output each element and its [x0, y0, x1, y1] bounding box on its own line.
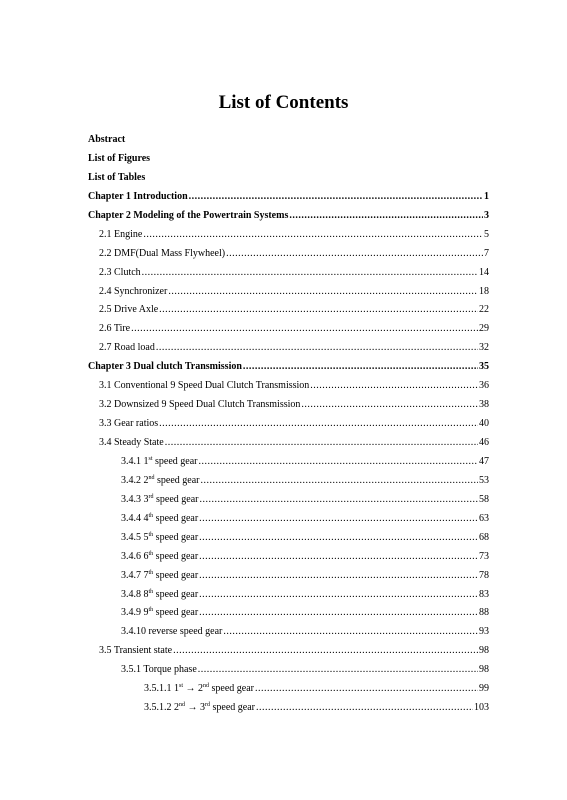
dot-leader: [131, 320, 478, 339]
toc-page-number: 32: [479, 342, 489, 354]
dot-leader: [199, 586, 478, 605]
toc-entry-label: 2.1 Engine: [99, 228, 143, 240]
toc-page-number: 22: [479, 304, 489, 316]
dot-leader: [199, 510, 478, 529]
toc-page-number: 58: [479, 493, 489, 505]
toc-entry[interactable]: [88, 699, 489, 718]
toc-page-number: 73: [479, 550, 489, 562]
toc-entry-label: Chapter 1 Introduction: [88, 190, 188, 202]
dot-leader: [143, 226, 483, 245]
toc-entry[interactable]: [88, 283, 489, 302]
toc-page-number: 7: [484, 247, 489, 259]
toc-entry-label: 3.3 Gear ratios: [99, 418, 159, 430]
toc-entry[interactable]: [88, 453, 489, 472]
toc-entry-label: 3.4.3 3rd speed gear: [121, 493, 199, 505]
dot-leader: [199, 529, 478, 548]
toc-entry-label: 3.4.7 7th speed gear: [121, 569, 199, 581]
dot-leader: [200, 472, 478, 491]
toc-page-number: 98: [479, 664, 489, 676]
toc-page-number: 38: [479, 399, 489, 411]
dot-leader: [199, 491, 478, 510]
toc-entry[interactable]: [88, 226, 489, 245]
toc-entry[interactable]: [88, 548, 489, 567]
toc-entry[interactable]: [88, 131, 489, 150]
toc-entry[interactable]: [88, 358, 489, 377]
toc-entry[interactable]: [88, 264, 489, 283]
dot-leader: [255, 680, 478, 699]
toc-entry[interactable]: [88, 661, 489, 680]
toc-entry[interactable]: [88, 207, 489, 226]
toc-entry-label: 3.5 Transient state: [99, 645, 173, 657]
toc-entry-label: 3.4.10 reverse speed gear: [121, 626, 223, 638]
dot-leader: [289, 207, 483, 226]
dot-leader: [156, 339, 478, 358]
dot-leader: [159, 301, 478, 320]
toc-entry-label: 3.2 Downsized 9 Speed Dual Clutch Transmission: [99, 399, 301, 411]
toc-page-number: 63: [479, 512, 489, 524]
toc-page-number: 83: [479, 588, 489, 600]
toc-entry-label: 2.4 Synchronizer: [99, 285, 168, 297]
toc-entry[interactable]: [88, 150, 489, 169]
toc-entry-label: List of Figures: [88, 152, 151, 164]
dot-leader: [310, 377, 478, 396]
toc-page-number: 35: [479, 361, 489, 373]
toc-entry-label: 3.1 Conventional 9 Speed Dual Clutch Transmission: [99, 380, 310, 392]
toc-page-number: 5: [484, 228, 489, 240]
toc-entry-label: 3.4.6 6th speed gear: [121, 550, 199, 562]
toc-entry[interactable]: [88, 529, 489, 548]
toc-entry-label: 3.5.1.2 2nd → 3rd speed gear: [144, 702, 255, 714]
dot-leader: [199, 453, 479, 472]
toc-page-number: 78: [479, 569, 489, 581]
toc-page-number: 3: [484, 209, 489, 221]
toc-entry[interactable]: [88, 339, 489, 358]
toc-page-number: 14: [479, 266, 489, 278]
dot-leader: [189, 188, 483, 207]
toc-entry[interactable]: [88, 320, 489, 339]
toc-entry[interactable]: [88, 377, 489, 396]
toc-entry-label: 3.5.1.1 1st → 2nd speed gear: [144, 683, 254, 695]
page-title: List of Contents: [218, 92, 349, 113]
dot-leader: [223, 623, 478, 642]
toc-entry-label: 2.3 Clutch: [99, 266, 141, 278]
dot-leader: [226, 245, 483, 264]
toc-entry[interactable]: [88, 472, 489, 491]
toc-page-number: 47: [479, 455, 489, 467]
toc-page-number: 18: [479, 285, 489, 297]
toc-entry-label: 2.7 Road load: [99, 342, 155, 354]
toc-entry-label: Chapter 3 Dual clutch Transmission: [88, 361, 242, 373]
toc-page-number: 68: [479, 531, 489, 543]
toc-entry-label: 3.5.1 Torque phase: [121, 664, 197, 676]
dot-leader: [199, 567, 478, 586]
toc-entry[interactable]: [88, 680, 489, 699]
toc-entry-label: 3.4 Steady State: [99, 437, 164, 448]
toc-page-number: 99: [479, 683, 489, 695]
toc-entry-label: 3.4.2 2nd speed gear: [121, 474, 200, 486]
dot-leader: [173, 642, 478, 661]
toc-entry-label: 3.4.9 9th speed gear: [121, 607, 199, 619]
toc-entry[interactable]: [88, 623, 489, 642]
toc-entry[interactable]: [88, 396, 489, 415]
dot-leader: [243, 358, 478, 377]
toc-entry-label: 3.4.4 4th speed gear: [121, 512, 199, 524]
toc-entry-label: 2.5 Drive Axle: [99, 304, 159, 316]
toc-page-number: 93: [479, 626, 489, 638]
toc-entry[interactable]: [88, 510, 489, 529]
toc-page-number: 1: [484, 190, 489, 202]
dot-leader: [165, 434, 478, 453]
toc-page-number: 53: [479, 474, 489, 486]
toc-page-number: 29: [479, 323, 489, 335]
toc-entry[interactable]: [88, 567, 489, 586]
toc-entry[interactable]: [88, 434, 489, 453]
toc-page-number: 36: [479, 380, 489, 392]
dot-leader: [199, 548, 478, 567]
dot-leader: [142, 264, 478, 283]
dot-leader: [301, 396, 478, 415]
toc-entry[interactable]: [88, 301, 489, 320]
toc-entry[interactable]: [88, 188, 489, 207]
dot-leader: [256, 699, 473, 718]
toc-entry-label: 3.4.8 8th speed gear: [121, 588, 199, 600]
toc-entry[interactable]: [88, 586, 489, 605]
dot-leader: [198, 661, 478, 680]
toc-entry-label: Chapter 2 Modeling of the Powertrain Systems: [88, 209, 289, 221]
toc-entry[interactable]: [88, 491, 489, 510]
toc-entry[interactable]: [88, 642, 489, 661]
toc-page-number: 103: [474, 702, 489, 714]
toc-entry[interactable]: [88, 245, 489, 264]
toc-entry[interactable]: [88, 415, 489, 434]
toc-entry-label: List of Tables: [88, 171, 146, 183]
dot-leader: [199, 604, 478, 623]
toc-page-number: 46: [479, 437, 489, 448]
toc-page-number: 98: [479, 645, 489, 657]
toc-page-number: 88: [479, 607, 489, 619]
toc-entry-label: 3.4.1 1st speed gear: [121, 455, 198, 467]
toc-entry-label: Abstract: [88, 134, 126, 145]
dot-leader: [159, 415, 478, 434]
toc-page-number: 40: [479, 418, 489, 430]
toc-entry[interactable]: [88, 169, 489, 188]
table-of-contents: [88, 131, 489, 718]
toc-entry-label: 3.4.5 5th speed gear: [121, 531, 199, 543]
toc-entry-label: 2.6 Tire: [99, 323, 131, 335]
toc-entry[interactable]: [88, 604, 489, 623]
toc-entry-label: 2.2 DMF(Dual Mass Flywheel): [99, 247, 226, 259]
dot-leader: [168, 283, 478, 302]
